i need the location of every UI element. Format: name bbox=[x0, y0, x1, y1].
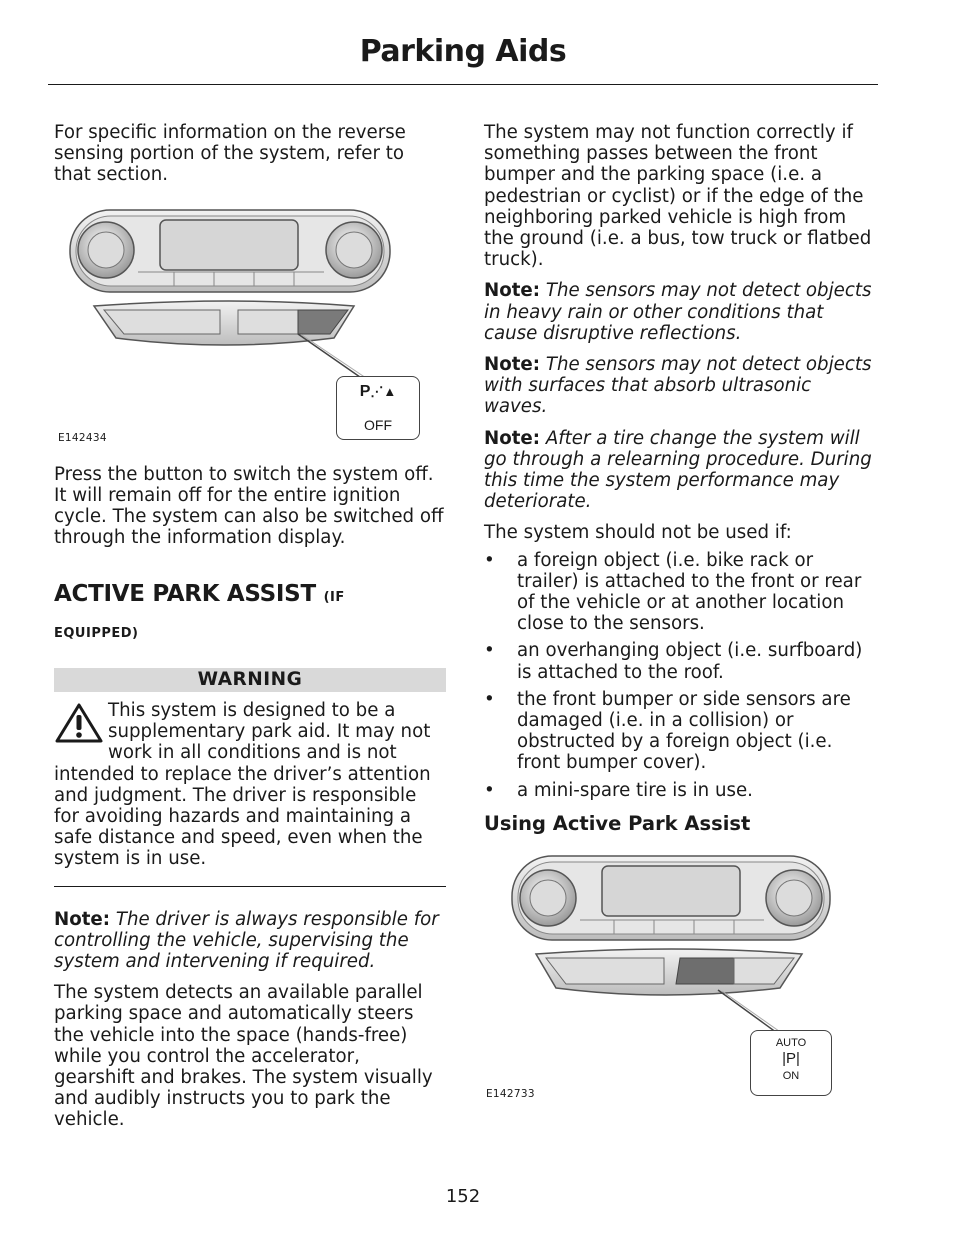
park-aid-off-callout bbox=[336, 376, 420, 440]
active-park-assist-button-icon bbox=[676, 958, 734, 984]
figure-caption: E142434 bbox=[58, 431, 107, 444]
bullet-icon: • bbox=[484, 549, 495, 571]
press-button-paragraph: Press the button to switch the system off. It will remain off for the entire ignition cycle. The system can also be switched off through the information display. bbox=[54, 463, 444, 549]
note-tire-change bbox=[484, 428, 876, 513]
section-heading-cont: EQUIPPED) bbox=[54, 625, 139, 641]
intro-paragraph-right: The system may not function correctly if something passes between the front bumper and the parking space (i.e. a pedestrian or cyclist) or if the edge of the neighboring parked vehicle is high from the ground (i.e. a bus, tow truck or flatbed truck). bbox=[484, 122, 872, 271]
warning-heading: WARNING bbox=[54, 668, 446, 692]
note-label: Note: bbox=[484, 354, 541, 376]
note-ultrasonic bbox=[484, 354, 876, 418]
intro-paragraph: For specific information on the reverse sensing portion of the system, refer to that section. bbox=[54, 122, 406, 186]
note-text: After a tire change the system will go through a relearning procedure. During this time the system performance may deteriorate. bbox=[484, 427, 872, 513]
subsection-heading: Using Active Park Assist bbox=[484, 811, 751, 835]
callout-auto-label: AUTO bbox=[775, 1037, 807, 1050]
note-text: The sensors may not detect objects with surfaces that absorb ultrasonic waves. bbox=[484, 354, 872, 418]
figure-caption: E142733 bbox=[486, 1088, 535, 1101]
not-used-intro: The system should not be used if: bbox=[484, 522, 792, 544]
figure-e142434 bbox=[54, 202, 446, 464]
warning-triangle-icon bbox=[54, 702, 104, 744]
bullet-icon: • bbox=[484, 779, 495, 801]
callout-p-label: P bbox=[359, 382, 371, 400]
note-heavy-rain bbox=[484, 280, 876, 344]
callout-off-label: OFF bbox=[364, 416, 392, 433]
section-heading-suffix: (IF bbox=[323, 590, 345, 606]
left-column bbox=[54, 122, 446, 1141]
page-title: Parking Aids bbox=[359, 34, 567, 69]
warning-box bbox=[54, 700, 446, 887]
note-text: The driver is always responsible for controlling the vehicle, supervising the system and intervening if required. bbox=[54, 908, 439, 973]
list-item: • a foreign object (i.e. bike rack or trailer) is attached to the front or rear of the vehicle or at another location close to the sensors. bbox=[484, 549, 862, 635]
park-p-icon: |P| bbox=[782, 1050, 800, 1068]
note-label: Note: bbox=[484, 280, 541, 302]
callout-on-label: ON bbox=[782, 1070, 800, 1083]
note-driver-responsible bbox=[54, 909, 446, 973]
bullet-icon: • bbox=[484, 688, 495, 710]
section-heading bbox=[54, 581, 446, 608]
sensor-waves-icon: ⋰▲ bbox=[370, 383, 397, 399]
list-item: • a mini-spare tire is in use. bbox=[484, 779, 753, 801]
not-used-list bbox=[484, 550, 876, 801]
warning-text: This system is designed to be a supplementary park aid. It may not work in all conditions and is not intended to replace the driver’s attention and judgment. The driver is responsible for avoiding hazards and maintaining a safe distance and speed, even when the system is in use. bbox=[54, 700, 431, 870]
system-detects-paragraph: The system detects an available parallel parking space and automatically steers the vehicle into the space (hands-free) while you control the accelerator, gearshift and brakes. The system visually and audibly instructs you to park the vehicle. bbox=[54, 982, 433, 1131]
right-column bbox=[484, 122, 876, 1104]
list-item: • an overhanging object (i.e. surfboard) is attached to the roof. bbox=[484, 640, 863, 683]
figure-e142733 bbox=[484, 854, 876, 1104]
note-text: The sensors may not detect objects in heavy rain or other conditions that cause disruptive reflections. bbox=[484, 280, 872, 344]
list-item: • the front bumper or side sensors are damaged (i.e. in a collision) or obstructed by a foreign object (i.e. front bumper cover). bbox=[484, 688, 851, 774]
bullet-icon: • bbox=[484, 640, 495, 662]
note-label: Note: bbox=[484, 427, 541, 449]
section-heading-main: ACTIVE PARK ASSIST bbox=[54, 581, 316, 608]
park-assist-auto-callout bbox=[750, 1030, 832, 1096]
page-number: 152 bbox=[445, 1186, 481, 1207]
note-label: Note: bbox=[54, 908, 111, 930]
title-divider bbox=[48, 84, 878, 85]
